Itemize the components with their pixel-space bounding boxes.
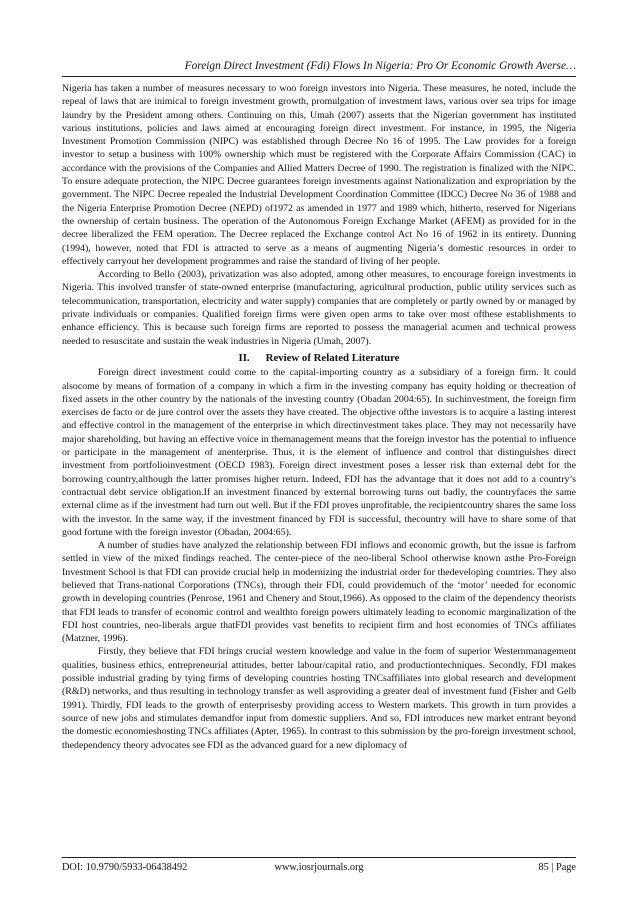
paragraph-studies: A number of studies have analyzed the relationship between FDI inflows and economic growth, but the issue is farfrom settled in view of the mixed findings reached. The center-piece of the neo-liberal School otherwise known asthe Pro-Foreign Investment School is that FDI can provide crucial help in modernizing the industrial order for thedeveloping countries. They also believed that Trans-national Corporations (TNCs), through their FDI, could providemuch of the ‘motor’ needed for economic growth in developing countries (Penrose, 1961 and Chenery and Stout,1966). As opposed to the claim of the dependency theorists that FDI leads to transfer of economic control and wealthto foreign powers ultimately leading to economic marginalization of the FDI host countries, neo-liberals argue thatFDI provides vast benefits to recipient firm and host economies of TNCs affiliates (Matzner, 1996). [62,540,576,645]
section-heading [62,352,576,365]
footer-journal-link[interactable]: www.iosrjournals.org [274,862,364,873]
running-header: Foreign Direct Investment (Fdi) Flows In Nigeria: Pro Or Economic Growth Averse… [184,60,576,72]
section-title: Review of Related Literature [265,351,400,364]
section-number: II. [238,351,250,364]
paragraph-benefits: Firstly, they believe that FDI brings crucial western knowledge and value in the form of superior Westernmanagement qualities, business ethics, entrepreneurial attitudes, better labour/capital ratio, and productiontechniques. Secondly, FDI makes possible industrial grading by tying firms of developing countries hosting TNCsaffiliates into global research and development (R&D) networks, and thus resulting in technology transfer as well asproviding a greater deal of investment fund (Fisher and Gelb 1991). Thirdly, FDI leads to the growth of enterprisesby providing access to Western markets. This growth in turn provides a source of new jobs and stimulates demandfor input from domestic suppliers. And so, FDI introduces new market entrant beyond the domestic economieshosting TNCs affiliates (Apter, 1965). In contrast to this submission by the pro-foreign investment school, thedependency theory advocates see FDI as the advanced guard for a new diplomacy of [62,646,576,751]
footer-page-number: 85 | Page [538,862,576,873]
paragraph-privatization: According to Bello (2003), privatization was also adopted, among other measures, to encourage foreign investments in Nigeria. This involved transfer of state-owned enterprise (manufacturing, agricultural production, public utility services such as telecommunication, transportation, electricity and water supply) companies that are completely or partly owned by or managed by private individuals or companies. Qualified foreign firms were given open arms to take over most ofthese establishments to enhance efficiency. This is because such foreign firms are reported to possess the managerial acumen and technical prowess needed to resuscitate and sustain the weak industries in Nigeria (Umah, 2007). [62,269,576,347]
paragraph-measures: Nigeria has taken a number of measures necessary to woo foreign investors into Nigeria. These measures, he noted, include the repeal of laws that are inimical to foreign investment growth, promulgation of investment laws, various over sea trips for image laundry by the President among others. Continuing on this, Umah (2007) asserts that the Nigerian government has instituted various institutions, policies and laws aimed at encouraging foreign direct investment. For instance, in 1995, the Nigeria Investment Promotion Commission (NIPC) was established through Decree No 16 of 1995. The Law provides for a foreign investor to setup a business with 100% ownership which must be registered with the Corporate Affairs Commission (CAC) in accordance with the provisions of the Companies and Allied Matters Decree of 1990. The registration is finalized with the NIPC. To ensure adequate protection, the NIPC Decree guarantees foreign investments against Nationalization and expropriation by the government. The NIPC Decree repealed the Industrial Development Coordination Committee (IDCC) Decree No 36 of 1988 and the Nigeria Enterprise Promotion Decree (NEPD) of1972 as amended in 1977 and 1989 which, hitherto, reserved for Nigerians the ownership of certain business. The operation of the Autonomous Foreign Exchange Market (AFEM) as provided for in the decree liberalized the FEM operation. The Decree replaced the Exchange control Act No 16 of 1962 in its entirety. Dunning (1994), however, noted that FDI is attracted to serve as a means of augmenting Nigeria’s domestic resources in order to effectively carryout her development programmes and raise the standard of living of her people. [62,83,576,267]
footer-divider [62,857,576,858]
paragraph-fdi-definition: Foreign direct investment could come to the capital-importing country as a subsidiary of a foreign firm. It could alsocome by means of formation of a company in which a firm in the investing company has equity holding or thecreation of fixed assets in the other country by the nationals of the investing country (Obadan 2004:65). In suchinvestment, the foreign firm exercises de facto or de jure control over the assets they have created. The objective ofthe investors is to acquire a lasting interest and effective control in the management of the enterprise in which directinvestment takes place. They may not necessarily have major shareholding, but having an effective voice in themanagement means that the foreign investor has the potential to influence or participate in the management of anenterprise. Thus, it is the element of influence and control that distinguishes direct investment from portfolioinvestment (OECD 1983). Foreign direct investment poses a lesser risk than external debt for the borrowing country,although the latter promises higher return. Indeed, FDI has the advantage that it does not add to a country’s contractual debt service obligation.If an investment financed by external borrowing turns out badly, the countryfaces the same external clime as if the investment had turn out well. But if the FDI proves unprofitable, the recipientcountry shares the same loss with the investor. In the same way, if the investment financed by FDI is successful, thecountry will have to share some of that good fortune with the foreign investor (Obadan, 2004:65). [62,367,576,538]
header-divider [62,76,576,77]
footer-doi: DOI: 10.9790/5933-06438492 [62,862,188,873]
article-body [62,82,576,752]
